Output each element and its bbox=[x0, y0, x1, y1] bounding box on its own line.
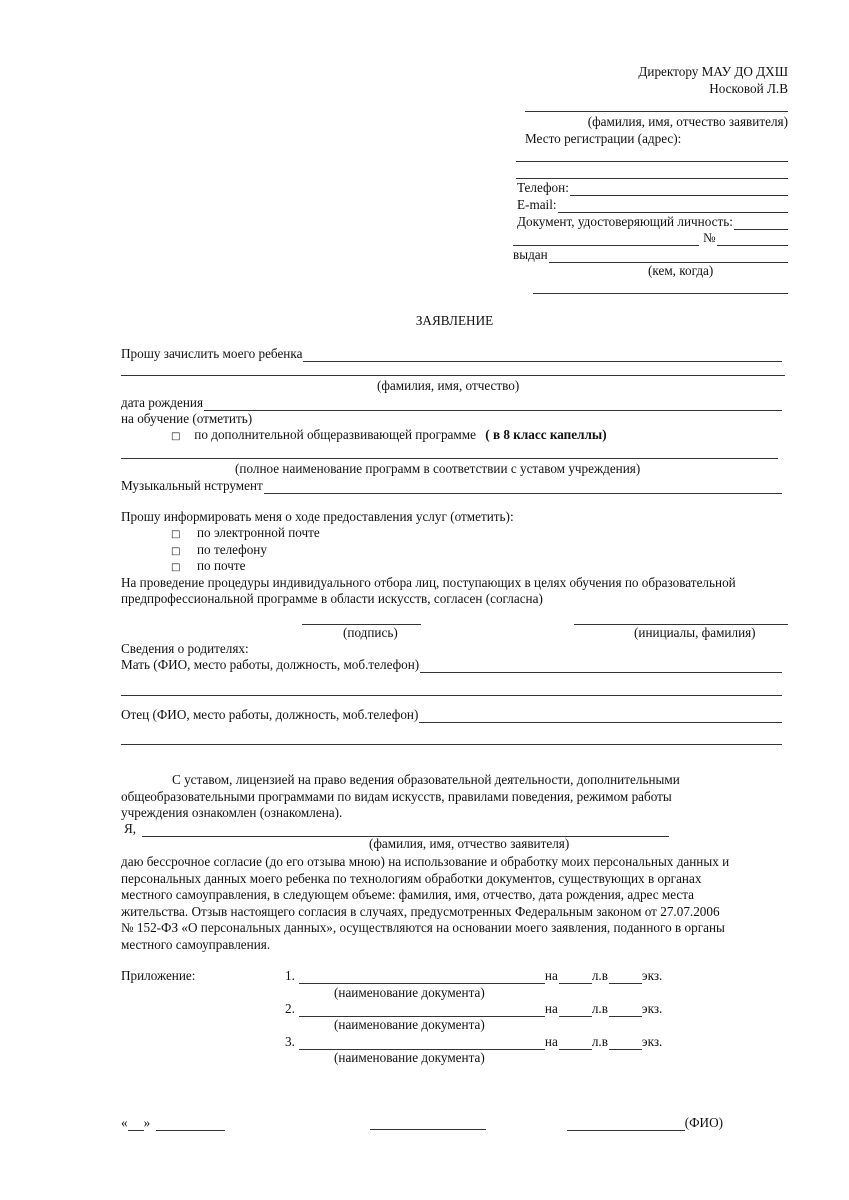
child-name-line-2[interactable] bbox=[121, 375, 785, 376]
number-sign: № bbox=[703, 230, 716, 245]
date-field[interactable]: « » bbox=[121, 1115, 225, 1131]
email-label: E-mail: bbox=[517, 197, 557, 212]
attachment-row[interactable]: 1. на л.в экз. bbox=[285, 968, 663, 983]
birth-date-field[interactable] bbox=[121, 395, 782, 411]
enroll-request-label: Прошу зачислить моего ребенка bbox=[121, 346, 303, 361]
father-label: Отец (ФИО, место работы, должность, моб.телефон) bbox=[121, 707, 419, 722]
issued-by-field[interactable] bbox=[513, 247, 788, 263]
issued-label: выдан bbox=[513, 247, 548, 262]
issued-caption: (кем, когда) bbox=[648, 263, 714, 278]
inform-option-email[interactable]: □ по электронной почте bbox=[171, 525, 320, 543]
footer-fio-field[interactable] bbox=[567, 1115, 723, 1131]
addressee-line-1: Директору МАУ ДО ДХШ bbox=[638, 64, 788, 79]
attachment-caption: (наименование документа) bbox=[334, 985, 485, 1000]
checkbox-icon[interactable]: □ bbox=[171, 562, 181, 573]
checkbox-icon[interactable]: □ bbox=[171, 431, 181, 442]
program-option[interactable] bbox=[171, 427, 607, 445]
mother-field[interactable] bbox=[121, 657, 782, 673]
personal-fio-caption: (фамилия, имя, отчество заявителя) bbox=[369, 836, 570, 851]
initials-caption: (инициалы, фамилия) bbox=[634, 625, 756, 640]
document-title: ЗАЯВЛЕНИЕ bbox=[415, 313, 494, 328]
mother-label: Мать (ФИО, место работы, должность, моб.телефон) bbox=[121, 657, 420, 672]
father-field[interactable] bbox=[121, 707, 782, 723]
instrument-field[interactable] bbox=[121, 478, 782, 494]
program-class: ( в 8 класс капеллы) bbox=[485, 427, 607, 442]
child-fio-caption: (фамилия, имя, отчество) bbox=[377, 378, 520, 393]
parents-label: Сведения о родителях: bbox=[121, 641, 249, 656]
id-document-field[interactable] bbox=[517, 214, 788, 230]
addressee-line-2: Носковой Л.В bbox=[709, 81, 788, 96]
checkbox-icon[interactable]: □ bbox=[171, 529, 181, 540]
attachment-caption: (наименование документа) bbox=[334, 1050, 485, 1065]
id-document-label: Документ, удостоверяющий личность: bbox=[517, 214, 733, 229]
selection-consent-line-1: На проведение процедуры индивидуального отбора лиц, поступающих в целях обучения по образовательной bbox=[121, 575, 736, 590]
program-name-line[interactable] bbox=[121, 458, 778, 459]
phone-label: Телефон: bbox=[517, 180, 569, 195]
acquainted-paragraph: С уставом, лицензией на право ведения образовательной деятельности, дополнительными общеобразовательными программами по видам искусств, правилами поведения, режимом работы учреждения ознакомлен (ознакомлена). bbox=[121, 772, 680, 820]
checkbox-icon[interactable]: □ bbox=[171, 546, 181, 557]
selection-consent-line-2: предпрофессиональной программе в области искусств, согласен (согласна) bbox=[121, 591, 543, 606]
child-name-field[interactable] bbox=[121, 346, 782, 362]
applicant-fio-caption: (фамилия, имя, отчество заявителя) bbox=[587, 114, 788, 129]
mother-line-2[interactable] bbox=[121, 695, 782, 696]
applicant-fio-line[interactable] bbox=[525, 111, 788, 112]
signature-caption: (подпись) bbox=[343, 625, 398, 640]
program-text: по дополнительной общеразвивающей программе bbox=[194, 427, 476, 442]
address-label: Место регистрации (адрес): bbox=[525, 131, 682, 146]
issued-line-2[interactable] bbox=[533, 293, 788, 294]
attachments-label: Приложение: bbox=[121, 968, 196, 983]
inform-option-mail[interactable]: □ по почте bbox=[171, 558, 246, 576]
email-field[interactable] bbox=[517, 197, 788, 213]
birth-date-label: дата рождения bbox=[121, 395, 204, 410]
footer-signature-line[interactable] bbox=[370, 1129, 486, 1130]
id-series-number-field[interactable] bbox=[513, 230, 788, 246]
inform-label: Прошу информировать меня о ходе предоставления услуг (отметить): bbox=[121, 509, 514, 524]
address-line-1[interactable] bbox=[516, 161, 788, 162]
address-line-2[interactable] bbox=[516, 178, 788, 179]
footer-fio-label: (ФИО) bbox=[684, 1115, 723, 1130]
inform-option-phone[interactable]: □ по телефону bbox=[171, 542, 267, 560]
i-label: Я, bbox=[124, 821, 137, 836]
instrument-label: Музыкальный нструмент bbox=[121, 478, 263, 493]
phone-field[interactable] bbox=[517, 180, 788, 196]
study-label: на обучение (отметить) bbox=[121, 411, 253, 426]
attachment-row[interactable]: 3. на л.в экз. bbox=[285, 1034, 663, 1049]
attachment-caption: (наименование документа) bbox=[334, 1017, 485, 1032]
personal-fio-field[interactable] bbox=[124, 821, 669, 837]
personal-data-paragraph: даю бессрочное согласие (до его отзыва мною) на использование и обработку моих персональных данных и персональных данных моего ребенка по технологиям обработки документов, существующих в органах местного самоуправления, в следующем объеме: фамилия, имя, отчество, дата рождения, адрес места жительства. Отзыв настоящего согласия в случаях, предусмотренных Федеральным законом от 27.07.2006 № 152-ФЗ «О персональных данных», осуществляются на основании моего заявления, поданного в органы местного самоуправления. bbox=[121, 854, 730, 952]
program-caption: (полное наименование программ в соответствии с уставом учреждения) bbox=[235, 461, 641, 476]
father-line-2[interactable] bbox=[121, 744, 782, 745]
attachment-row[interactable]: 2. на л.в экз. bbox=[285, 1001, 663, 1016]
